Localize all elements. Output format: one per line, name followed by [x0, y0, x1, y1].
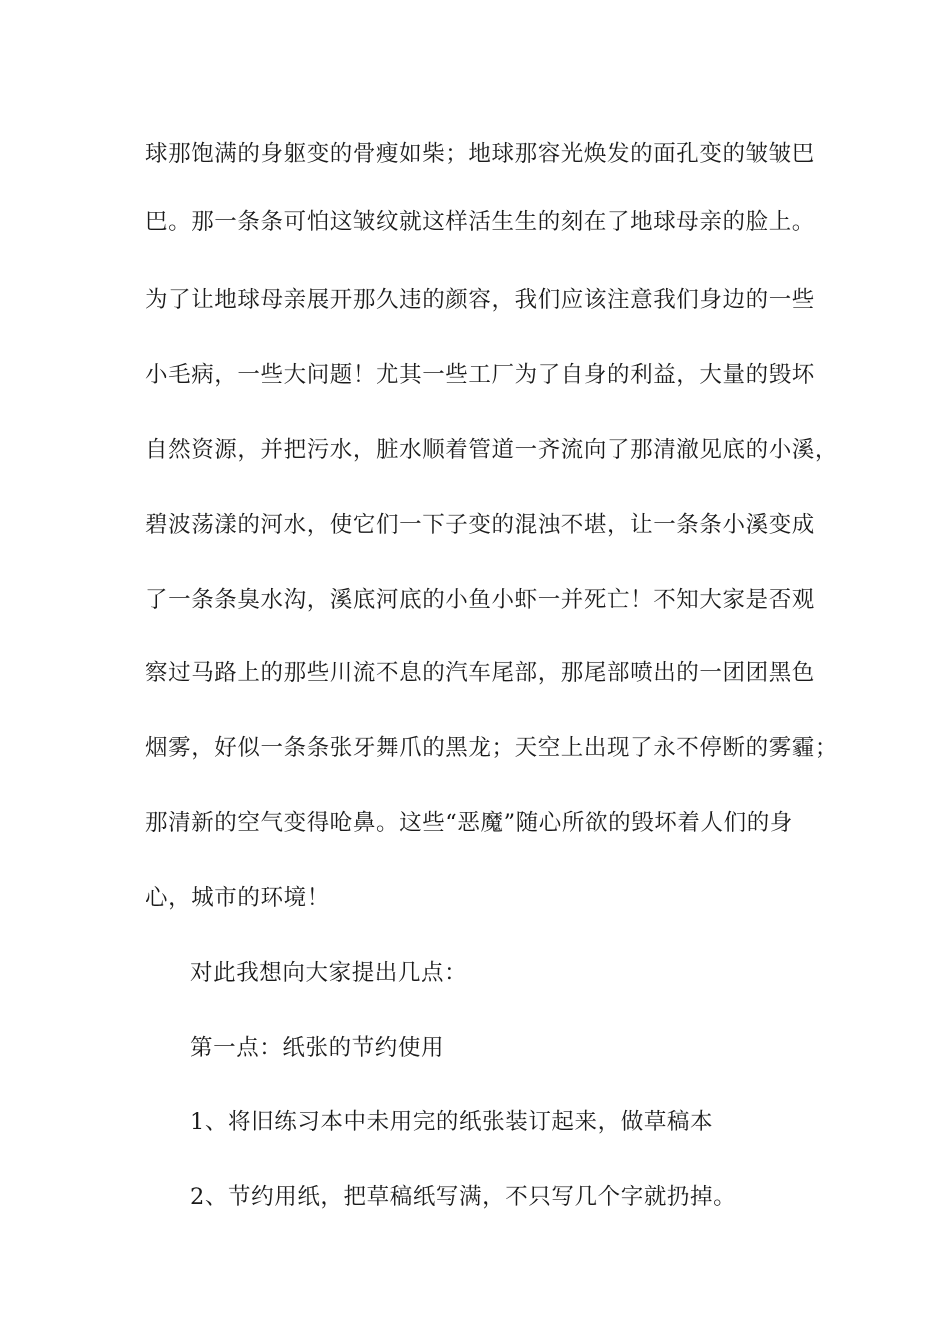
body-text-line: 心，城市的环境！ [145, 885, 330, 911]
paragraph-heading: 第一点：纸张的节约使用 [190, 1035, 445, 1061]
body-text-line: 巴。那一条条可怕这皱纹就这样活生生的刻在了地球母亲的脸上。 [145, 209, 815, 235]
body-text-line: 球那饱满的身躯变的骨瘦如柴；地球那容光焕发的面孔变的皱皱巴 [145, 141, 815, 167]
body-text-line: 那清新的空气变得呛鼻。这些“恶魔”随心所欲的毁坏着人们的身 [145, 810, 793, 836]
body-text-line: 察过马路上的那些川流不息的汽车尾部，那尾部喷出的一团团黑色 [145, 660, 815, 686]
body-text-line: 自然资源，并把污水，脏水顺着管道一齐流向了那清澈见底的小溪， [145, 437, 839, 463]
paragraph-intro: 对此我想向大家提出几点： [190, 960, 468, 986]
list-item: 2、节约用纸，把草稿纸写满，不只写几个字就扔掉。 [190, 1184, 737, 1210]
body-text-line: 碧波荡漾的河水，使它们一下子变的混浊不堪，让一条条小溪变成 [145, 512, 815, 538]
body-text-line: 为了让地球母亲展开那久违的颜容，我们应该注意我们身边的一些 [145, 287, 815, 313]
body-text-line: 烟雾，好似一条条张牙舞爪的黑龙；天空上出现了永不停断的雾霾； [145, 735, 839, 761]
list-item: 1、将旧练习本中未用完的纸张装订起来，做草稿本 [190, 1109, 714, 1135]
body-text-line: 小毛病，一些大问题！尤其一些工厂为了自身的利益，大量的毁坏 [145, 362, 815, 388]
body-text-line: 了一条条臭水沟，溪底河底的小鱼小虾一并死亡！不知大家是否观 [145, 587, 815, 613]
